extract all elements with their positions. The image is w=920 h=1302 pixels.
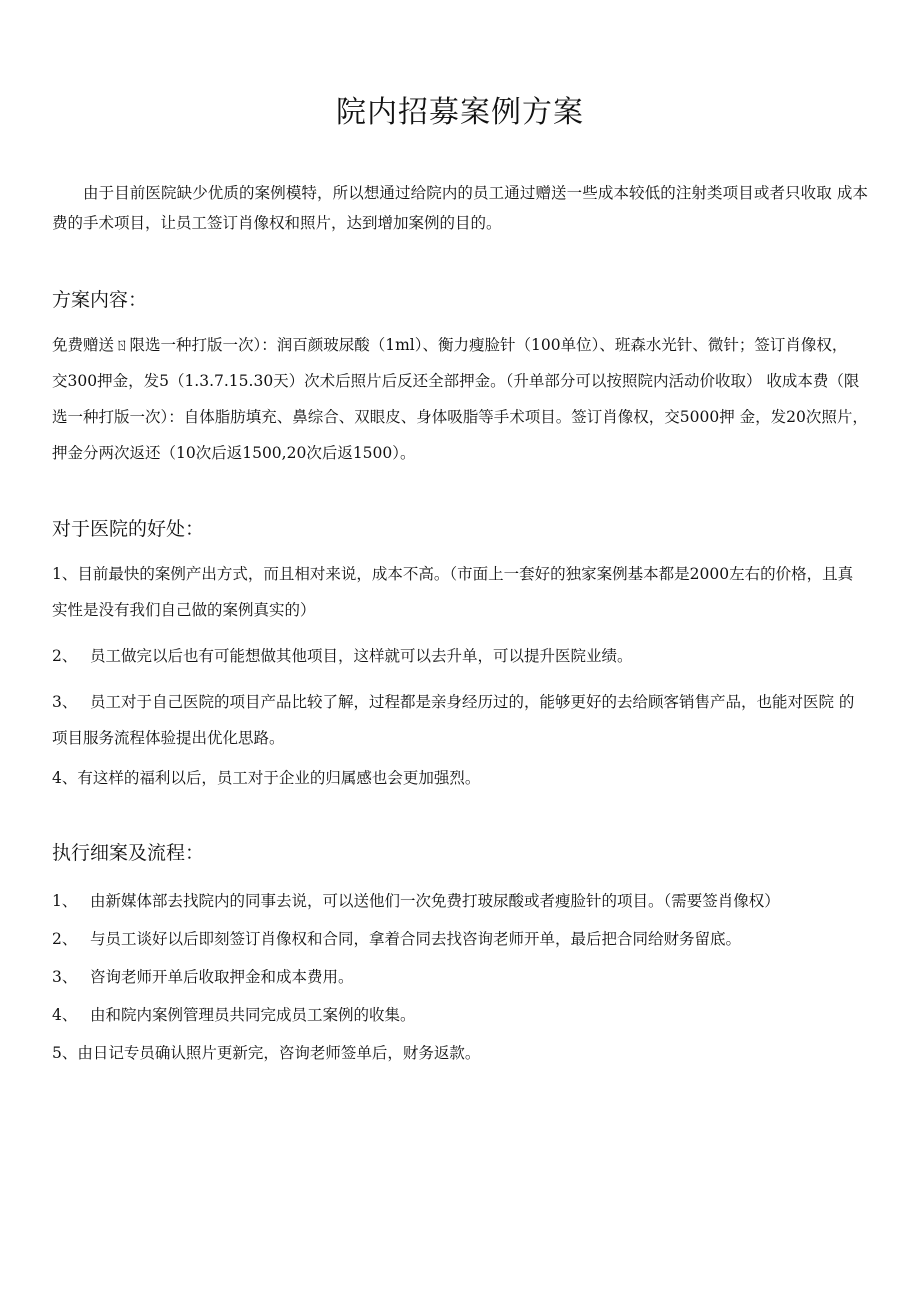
process-list xyxy=(52,882,868,1072)
process-heading: 执行细案及流程： xyxy=(52,842,205,864)
item-number: 1、 xyxy=(52,892,78,910)
item-text: 与员工谈好以后即刻签订肖像权和合同，拿着合同去找咨询老师开单，最后把合同给财务留底。 xyxy=(90,930,742,948)
benefits-heading: 对于医院的好处： xyxy=(52,518,205,540)
benefits-list xyxy=(52,556,868,796)
intro-paragraph: 由于目前医院缺少优质的案例模特，所以想通过给院内的员工通过赠送一些成本较低的注射类项目或者只收取 成本费的手术项目，让员工签订肖像权和照片，达到增加案例的目的。 xyxy=(52,184,868,232)
item-text: 目前最快的案例产出方式，而且相对来说，成本不高。（市面上一套好的独家案例基本都是2000左右的价格，且真实性是没有我们自己做的案例真实的） xyxy=(52,565,854,619)
item-text: 由日记专员确认照片更新完，咨询老师签单后，财务返款。 xyxy=(77,1044,481,1062)
item-number: 5、 xyxy=(52,1044,78,1062)
list-item xyxy=(52,920,868,958)
list-item xyxy=(52,638,868,674)
item-text: 有这样的福利以后，员工对于企业的归属感也会更加强烈。 xyxy=(77,769,481,787)
item-text: 由新媒体部去找院内的同事去说，可以送他们一次免费打玻尿酸或者瘦脸针的项目。（需要签肖像权） xyxy=(90,892,780,910)
item-number: 2、 xyxy=(52,647,78,665)
list-item xyxy=(52,882,868,920)
list-item xyxy=(52,958,868,996)
list-item xyxy=(52,684,868,756)
list-item xyxy=(52,760,868,796)
item-number: 4、 xyxy=(52,769,78,787)
document-title: 院内招募案例方案 xyxy=(336,95,584,130)
plan-heading: 方案内容： xyxy=(52,289,148,311)
item-text: 由和院内案例管理员共同完成员工案例的收集。 xyxy=(90,1006,416,1024)
item-number: 2、 xyxy=(52,930,78,948)
list-item xyxy=(52,996,868,1034)
item-text: 员工对于自己医院的项目产品比较了解，过程都是亲身经历过的，能够更好的去给顾客销售产品，也能对医院 的项目服务流程体验提出优化思路。 xyxy=(52,693,855,747)
plan-paragraph-1: 免费赠送ㄖ限选一种打版一次）：润百颜玻尿酸（1ml）、衡力瘦脸针（100单位）、班森水光针、微针；签订肖像权， xyxy=(52,336,848,354)
item-number: 3、 xyxy=(52,693,78,711)
item-number: 1、 xyxy=(52,565,78,583)
plan-paragraph-2: 交300押金，发5（1.3.7.15.30天）次术后照片后反还全部押金。（升单部分可以按照院内活动价收取） 收成本费（限选一种打版一次）：自体脂肪填充、鼻综合、双眼皮、身体吸脂等手术项目。签订肖像权，交5000押 金，发20次照片，押金分两次返还（10次后返1500,20次后返1500）。 xyxy=(52,372,868,462)
item-text: 咨询老师开单后收取押金和成本费用。 xyxy=(90,968,354,986)
item-number: 3、 xyxy=(52,968,78,986)
list-item xyxy=(52,1034,868,1072)
item-number: 4、 xyxy=(52,1006,78,1024)
plan-content xyxy=(52,327,868,471)
item-text: 员工做完以后也有可能想做其他项目，这样就可以去升单，可以提升医院业绩。 xyxy=(90,647,633,665)
list-item xyxy=(52,556,868,628)
